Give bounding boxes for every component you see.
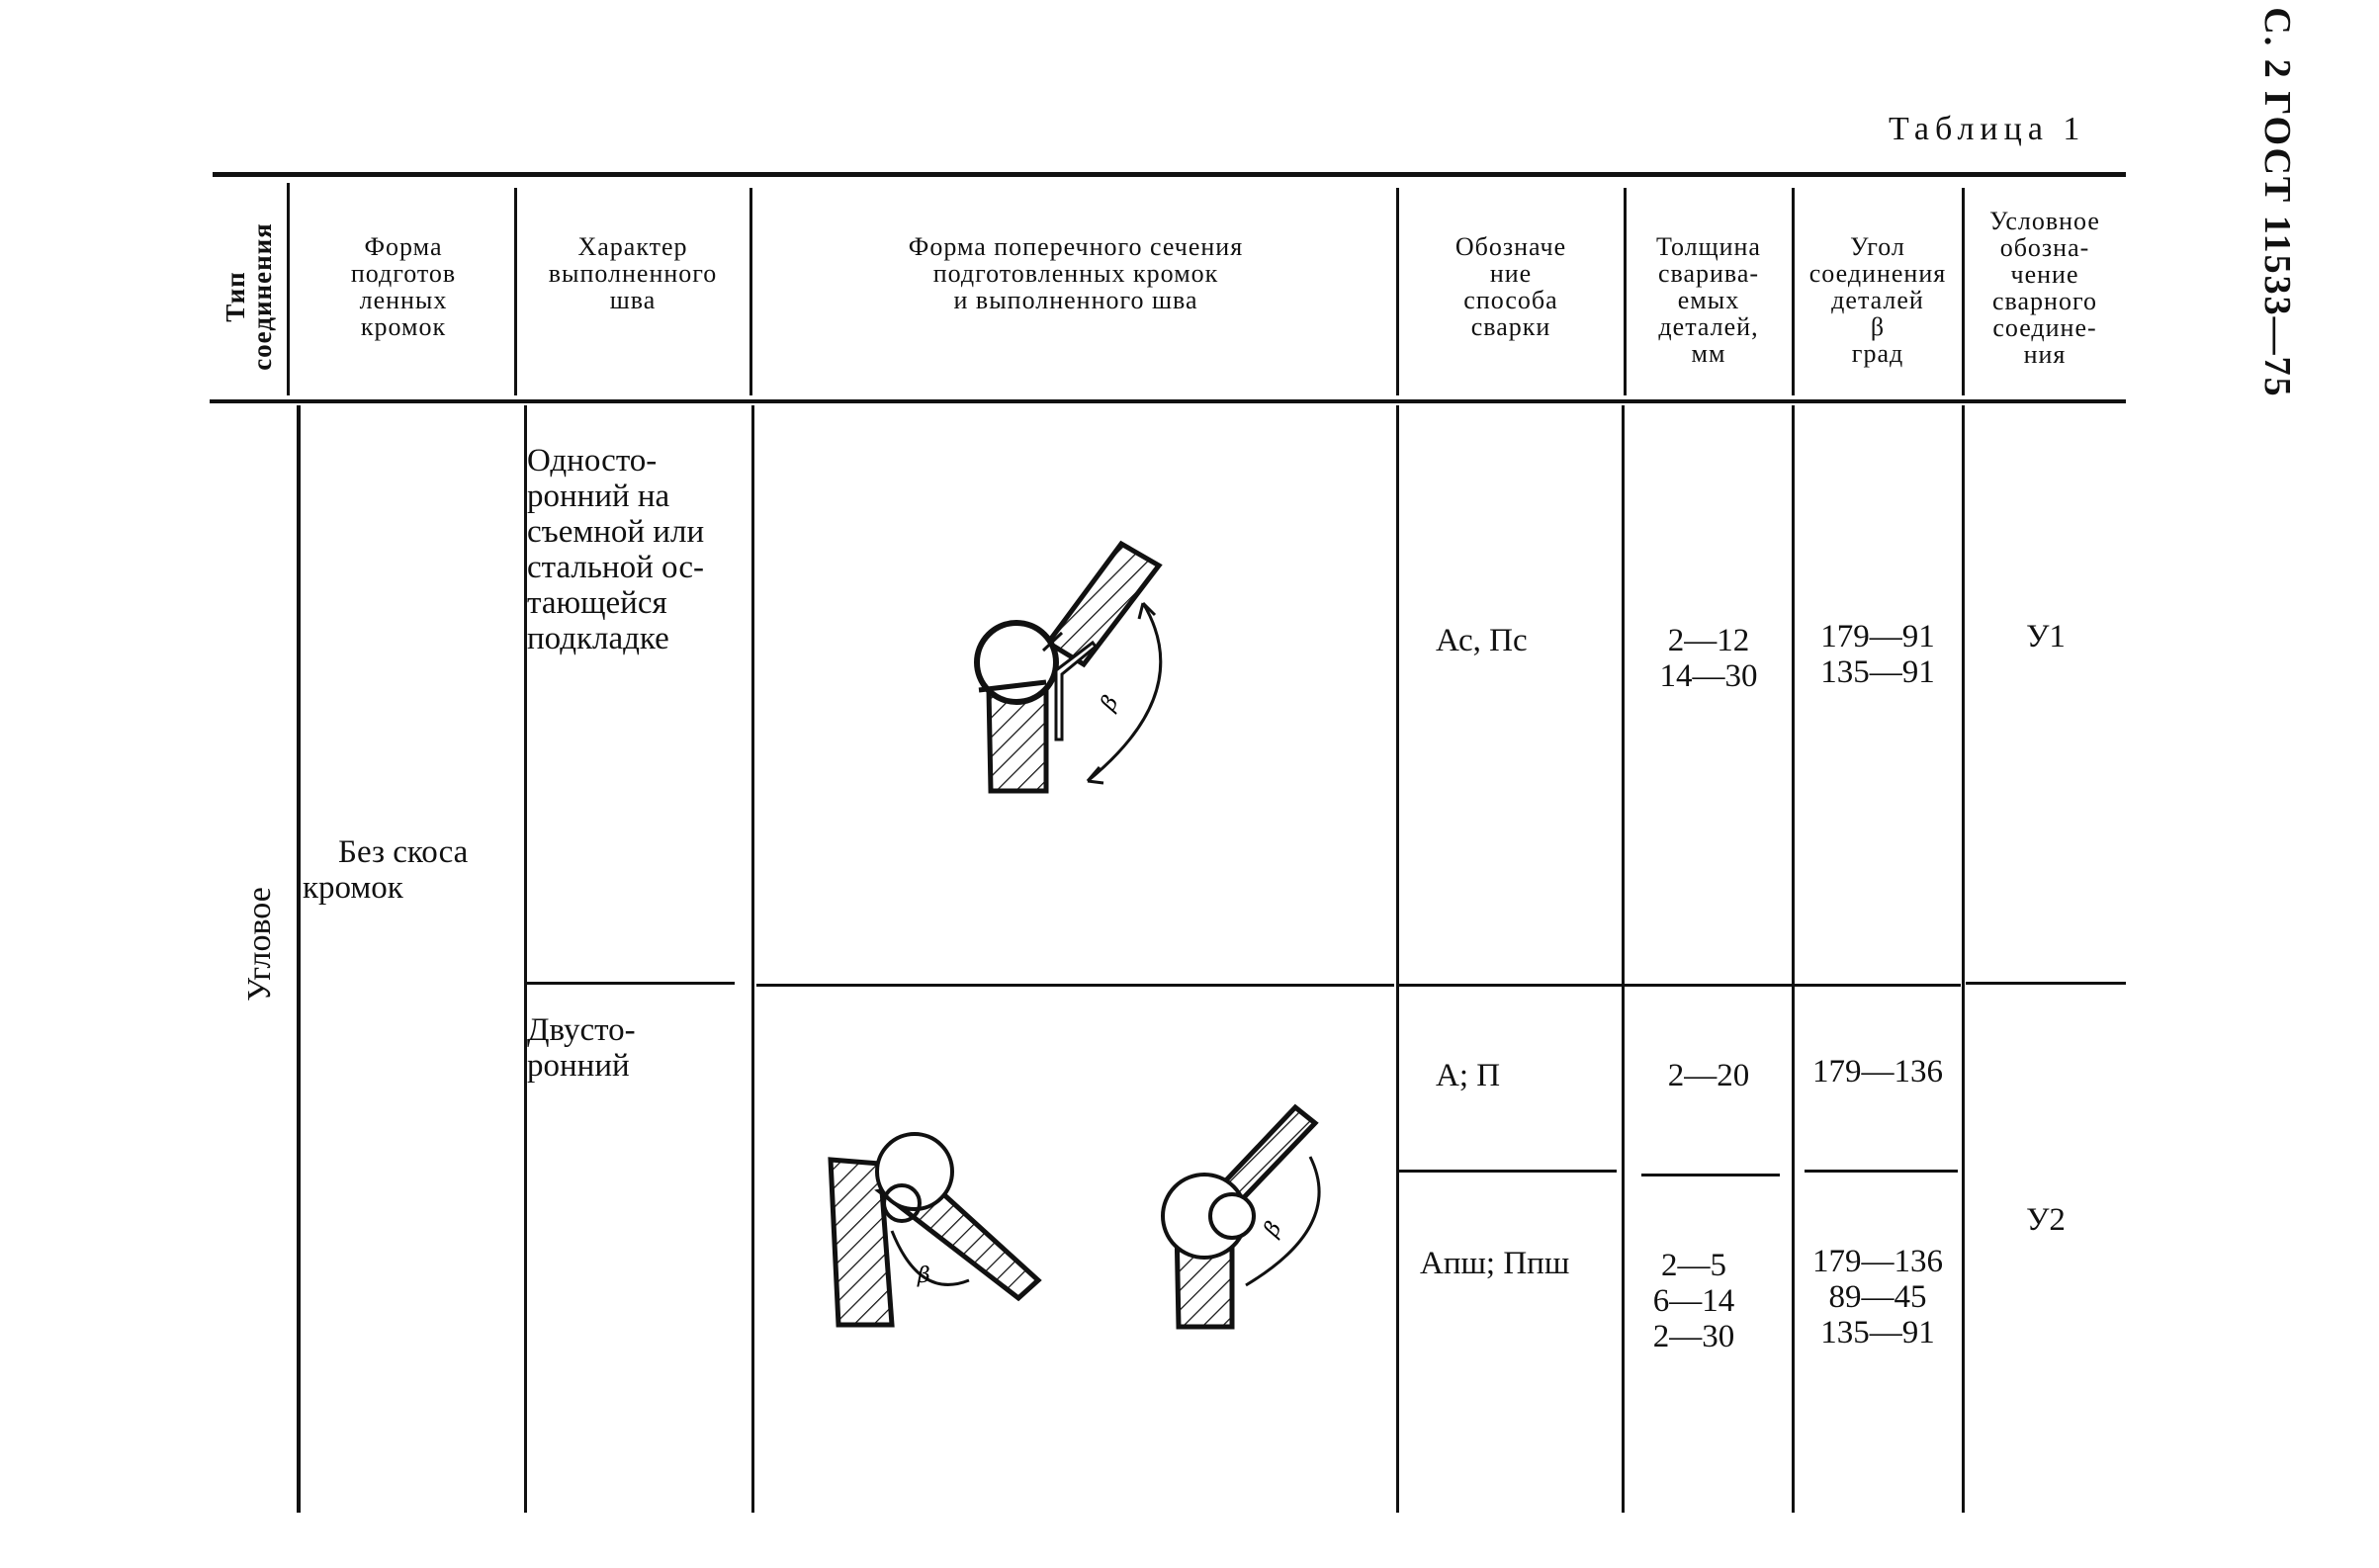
angle-row2a: 179—136 — [1812, 1054, 1943, 1089]
symbol-row2: У2 — [2026, 1202, 2066, 1238]
thickness-row1: 2—12 14—30 — [1659, 623, 1758, 694]
cross-section-diagram-two-sided-a — [811, 1132, 1048, 1330]
header-cross-section: Форма поперечного сечения подготовленных кромок и выполненного шва — [908, 232, 1244, 314]
sub-row-divider — [1641, 1174, 1780, 1176]
row-divider — [1399, 984, 1961, 987]
angle-label: β — [1096, 691, 1124, 715]
header-angle: Угол соединения деталей β град — [1808, 232, 1947, 368]
header-edge-form: Форма подготов ленных кромок — [350, 232, 457, 341]
angle-label: β — [1259, 1217, 1287, 1241]
side-document-header: С. 2 ГОСТ 11533—75 — [2256, 7, 2298, 398]
col-divider — [1962, 188, 1965, 395]
seam-type-two-sided: Двусто- ронний — [527, 1012, 636, 1084]
table-label: Таблица 1 — [1889, 111, 2086, 147]
header-bottom-rule — [210, 399, 2126, 403]
row-divider — [756, 984, 1394, 987]
method-row2b: Апш; Ппш — [1420, 1246, 1570, 1281]
seam-type-one-sided: Односто- ронний на съемной или стальной ос- тающейся подкладке — [527, 443, 705, 656]
symbol-row1: У1 — [2026, 619, 2066, 654]
header-symbol: Условное обозна- чение сварного соедине- ния — [1989, 207, 2100, 369]
edge-form-label: Без скоса кромок — [303, 834, 469, 906]
row-divider — [527, 982, 735, 985]
cross-section-diagram-two-sided-b — [1147, 1088, 1345, 1345]
thickness-row2b: 2—5 6—14 2—30 — [1652, 1248, 1735, 1354]
method-row1: Ас, Пс — [1436, 623, 1528, 658]
col-divider — [297, 405, 301, 1513]
thickness-row2a: 2—20 — [1667, 1058, 1750, 1093]
header-joint-type: Тип соединения — [220, 222, 277, 371]
col-divider — [1962, 405, 1965, 1513]
angle-row1: 179—91 135—91 — [1820, 619, 1935, 690]
sub-row-divider — [1805, 1170, 1958, 1173]
col-divider — [1396, 188, 1399, 395]
col-divider — [1622, 405, 1625, 1513]
col-divider — [1624, 188, 1627, 395]
header-thickness: Толщина сварива- емых деталей, мм — [1656, 232, 1761, 368]
angle-label: β — [918, 1263, 930, 1288]
col-divider — [749, 188, 752, 395]
angle-row2b: 179—136 89—45 135—91 — [1812, 1244, 1943, 1350]
col-divider — [1396, 405, 1399, 1513]
row-divider — [1966, 982, 2126, 985]
method-row2a: А; П — [1436, 1058, 1501, 1093]
header-welding-method: Обозначе ние способа сварки — [1454, 232, 1567, 341]
header-seam-type: Характер выполненного шва — [548, 232, 718, 314]
table-top-rule — [213, 172, 2126, 177]
col-divider — [514, 188, 517, 395]
col-divider — [287, 183, 290, 395]
joint-type-label: Угловое — [241, 887, 278, 1002]
sub-row-divider — [1399, 1170, 1617, 1173]
cross-section-diagram-one-sided — [949, 524, 1177, 801]
